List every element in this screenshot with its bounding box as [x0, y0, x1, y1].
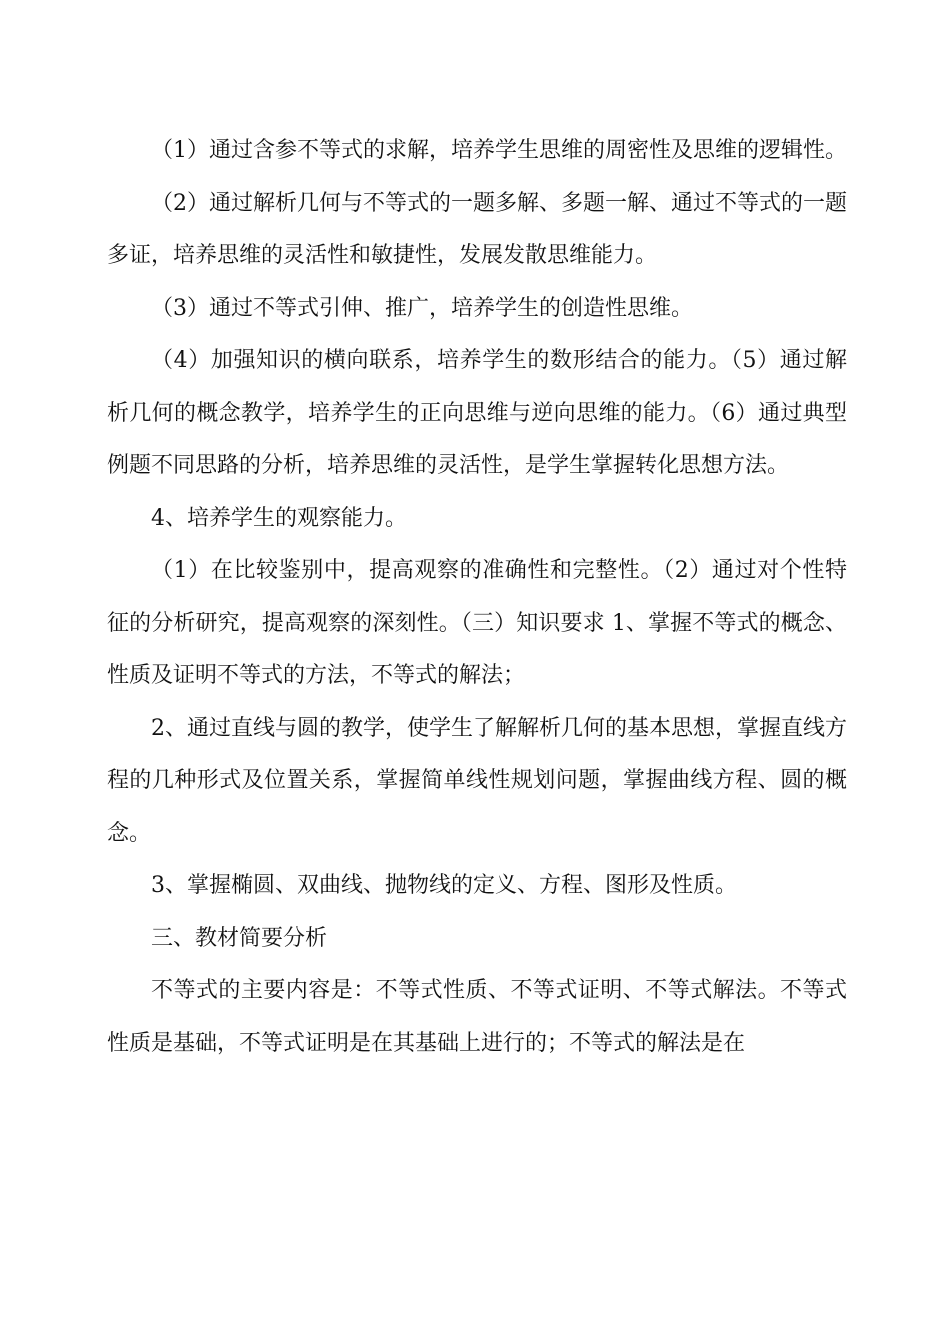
section-heading: 三、教材简要分析 — [151, 925, 328, 951]
paragraph-6: （1）在比较鉴别中，提高观察的准确性和完整性。（2）通过对个性特征的分析研究，提高观察的深刻性。（三）知识要求 1、掌握不等式的概念、性质及证明不等式的方法，不等式的解法； — [107, 558, 847, 688]
paragraph-1: （1）通过含参不等式的求解，培养学生思维的周密性及思维的逻辑性。 — [151, 138, 847, 163]
paragraph-10: 不等式的主要内容是：不等式性质、不等式证明、不等式解法。不等式性质是基础，不等式证明是在其基础上进行的；不等式的解法是在 — [107, 978, 847, 1056]
paragraph-7: 2、通过直线与圆的教学，使学生了解解析几何的基本思想，掌握直线方程的几种形式及位置关系，掌握简单线性规划问题，掌握曲线方程、圆的概念。 — [107, 715, 847, 846]
paragraph-3: （3）通过不等式引伸、推广，培养学生的创造性思维。 — [151, 295, 693, 321]
paragraph-8: 3、掌握椭圆、双曲线、抛物线的定义、方程、图形及性质。 — [151, 873, 737, 898]
paragraph-4: （4）加强知识的横向联系，培养学生的数形结合的能力。（5）通过解析几何的概念教学，培养学生的正向思维与逆向思维的能力。（6）通过典型例题不同思路的分析，培养思维的灵活性，是学生掌握转化思想方法。 — [107, 348, 847, 478]
paragraph-5: 4、培养学生的观察能力。 — [151, 505, 407, 531]
paragraph-2: （2）通过解析几何与不等式的一题多解、多题一解、通过不等式的一题多证，培养思维的灵活性和敏捷性，发展发散思维能力。 — [107, 190, 847, 268]
document-body — [107, 125, 847, 1070]
